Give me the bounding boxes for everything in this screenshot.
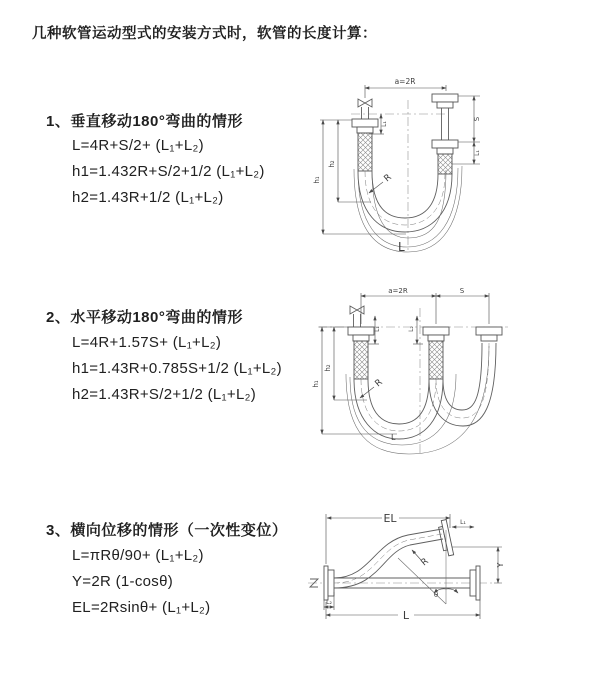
diagram-lateral-displacement (302, 500, 600, 668)
dim-label-a2r: a=2R (388, 287, 408, 295)
radius-callout (412, 550, 431, 568)
section3-formula-Y: Y=2R (1-cosθ) (72, 573, 174, 590)
dim-label-l2: L₂ (326, 599, 332, 606)
dim-label-a2r: a=2R (394, 77, 416, 86)
hose-u-curves (346, 343, 496, 454)
page-title: 几种软管运动型式的安装方式时，软管的长度计算： (32, 26, 377, 42)
braided-hose-right (438, 154, 452, 174)
diagram-vertical-180-bend (313, 70, 593, 264)
section2-formula-h2: h2=1.43R+S/2+1/2 (L₁+L₂) (72, 386, 257, 403)
dim-label-l1: L₁ (374, 326, 381, 332)
dim-label-l1: L₁ (460, 519, 466, 526)
valve-icon (350, 306, 364, 314)
section1-formula-h1: h1=1.432R+S/2+1/2 (L₁+L₂) (72, 163, 265, 180)
radius-label: R (373, 377, 385, 390)
dim-label-h1: h₁ (312, 380, 320, 388)
braided-hose-left (358, 133, 372, 171)
dim-label-l1-right: L₁ (474, 150, 481, 156)
section1-formula-L: L=4R+S/2+ (L₁+L₂) (72, 137, 204, 154)
angle-label: θ (433, 591, 439, 599)
dim-label-h2: h₂ (324, 364, 332, 372)
radius-callout (360, 378, 385, 398)
length-label: L (398, 240, 405, 254)
dim-label-s: S (473, 116, 481, 122)
displaced-flange (437, 520, 453, 557)
braided-hose-left (354, 341, 368, 379)
section1-heading: 1、垂直移动180°弯曲的情形 (46, 113, 243, 130)
section3-heading: 3、横向位移的情形（一次性变位） (46, 522, 288, 539)
dim-label-el: EL (383, 512, 397, 525)
length-label: L (402, 609, 410, 622)
dim-label-l1-left: L₁ (381, 121, 388, 127)
length-label: L (391, 433, 396, 442)
section2-heading: 2、水平移动180°弯曲的情形 (46, 309, 243, 326)
braided-hose-middle (429, 341, 443, 379)
dimensions (312, 287, 489, 434)
section3-formula-L: L=πRθ/90+ (L₁+L₂) (72, 547, 204, 564)
dim-label-h1: h₁ (313, 176, 321, 184)
dim-label-s: S (459, 287, 465, 295)
dim-label-y: Y (496, 562, 505, 568)
valve-icon (358, 99, 372, 107)
dim-label-h2: h₂ (328, 160, 336, 168)
section3-formula-EL: EL=2Rsinθ+ (L₁+L₂) (72, 599, 211, 616)
dim-label-l2: L₂ (408, 326, 415, 332)
section2-formula-h1: h1=1.43R+0.785S+1/2 (L₁+L₂) (72, 360, 282, 377)
flanges-and-pipe (324, 520, 480, 600)
diagram-horizontal-180-bend (312, 282, 597, 472)
s-curve-hose (334, 529, 443, 588)
section1-formula-h2: h2=1.43R+1/2 (L₁+L₂) (72, 189, 224, 206)
radius-label: R (382, 172, 394, 185)
section2-formula-L: L=4R+1.57S+ (L₁+L₂) (72, 334, 222, 351)
pipe-fittings (348, 314, 502, 379)
pipe-fittings (352, 94, 458, 174)
radius-label: R (419, 556, 431, 569)
